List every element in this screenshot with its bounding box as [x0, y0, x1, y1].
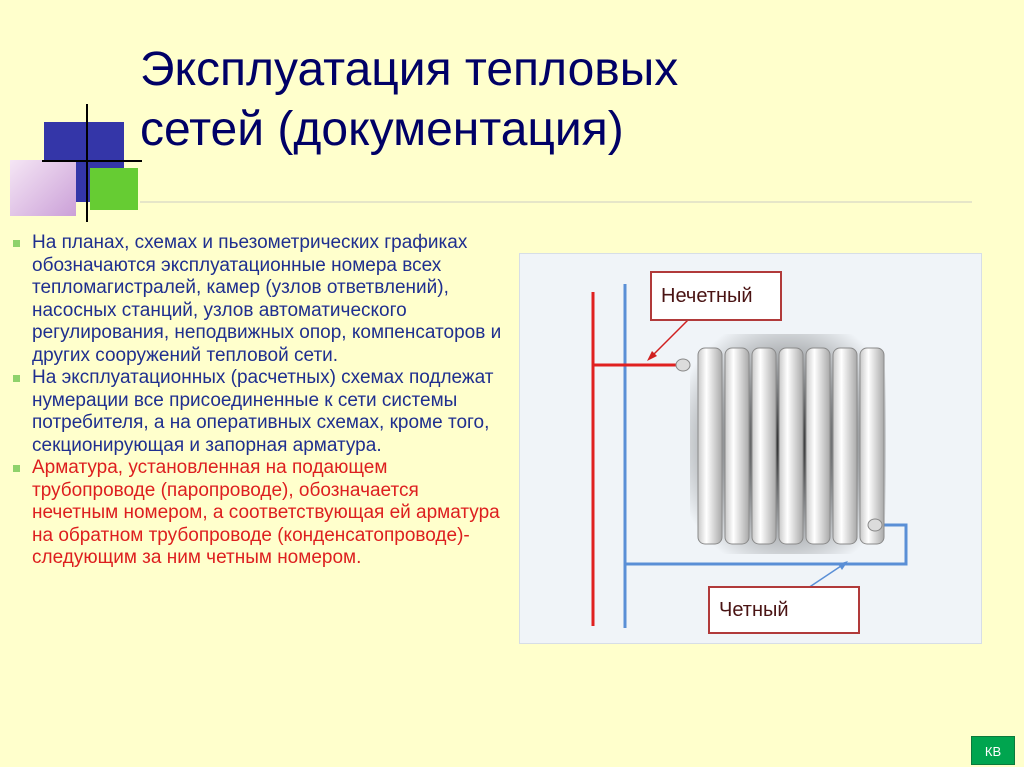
even-label: Четный: [708, 586, 860, 634]
valve-bottom: [868, 519, 882, 531]
bullet-list: [6, 232, 506, 570]
deco-green-square: [90, 168, 138, 210]
bullet-item: Арматура, установленная на подающем трубопроводе (паропроводе), обозначается нечетным номером, а соответствующая ей арматура на обратном трубопроводе (конденсатопроводе)- следующим за ним четным номером.: [6, 457, 506, 570]
kb-badge[interactable]: КВ: [971, 736, 1015, 765]
title-line-1: Эксплуатация тепловых: [140, 43, 679, 96]
valve-top: [676, 359, 690, 371]
radiator-sections: [698, 348, 884, 544]
title-divider: [140, 201, 972, 203]
radiator-section: [860, 348, 884, 544]
page-title: [140, 40, 1000, 160]
even-arrow-line: [808, 564, 844, 588]
odd-label: Нечетный: [650, 271, 782, 321]
bullet-marker: [13, 375, 20, 382]
radiator-section: [779, 348, 803, 544]
radiator-section: [698, 348, 722, 544]
deco-vertical-line: [86, 104, 88, 222]
bullet-item: На эксплуатационных (расчетных) схемах подлежат нумерации все присоединенные к сети системы потребителя, а на оперативных схемах, кроме того, секционирующая и запорная арматура.: [6, 367, 506, 457]
bullet-marker: [13, 240, 20, 247]
radiator-diagram: [519, 253, 982, 644]
radiator-section: [833, 348, 857, 544]
bullet-marker: [13, 465, 20, 472]
deco-horizontal-line: [42, 160, 142, 162]
odd-arrow-line: [650, 317, 691, 358]
bullet-item: На планах, схемах и пьезометрических графиках обозначаются эксплуатационные номера всех тепломагистралей, камер (узлов ответвлений), насосных станций, узлов автоматического регулирования, неподвижных опор, компенсаторов и других сооружений тепловой сети.: [6, 232, 506, 367]
radiator-section: [752, 348, 776, 544]
deco-pink-square: [10, 160, 76, 216]
title-line-2: сетей (документация): [140, 103, 624, 156]
radiator-section: [806, 348, 830, 544]
radiator-section: [725, 348, 749, 544]
